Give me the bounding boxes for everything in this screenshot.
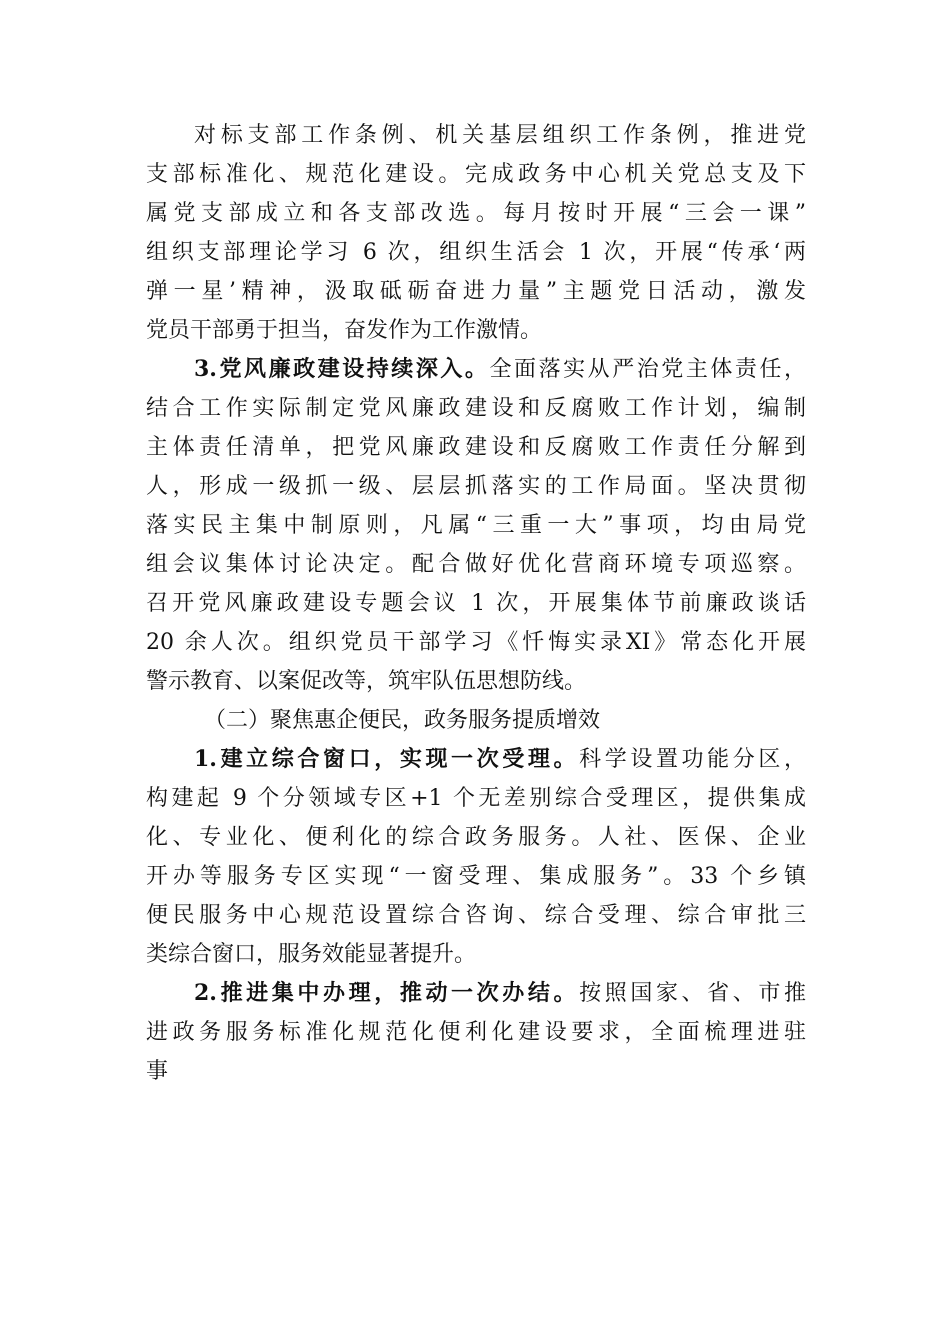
text-line: 20 余人次。组织党员干部学习《忏悔实录XI》常态化开展 [146,630,806,655]
text-line: 化、专业化、便利化的综合政务服务。人社、医保、企业 [146,825,806,850]
text-line: 进政务服务标准化规范化便利化建设要求，全面梳理进驻 [146,1020,806,1045]
text-line: 对标支部工作条例、机关基层组织工作条例，推进党 [194,123,806,148]
text-line: 便民服务中心规范设置综合咨询、综合受理、综合审批三 [146,903,806,928]
paragraph-anti-corruption [146,350,806,701]
text-line: 弹一星’精神，汲取砥砺奋进力量”主题党日活动，激发 [146,279,806,304]
text-line: 结合工作实际制定党风廉政建设和反腐败工作计划，编制 [146,396,806,421]
text-line: 警示教育、以案促改等，筑牢队伍思想防线。 [146,669,587,694]
paragraph-comprehensive-window [146,740,806,974]
paragraph-centralized-processing [146,974,806,1091]
text-line: 人，形成一级抓一级、层层抓落实的工作局面。坚决贯彻 [146,474,806,499]
text-line [146,740,806,779]
text-line: 组织支部理论学习 6 次，组织生活会 1 次，开展“传承‘两 [146,240,806,265]
text-line: 属党支部成立和各支部改选。每月按时开展“三会一课” [146,201,806,226]
text-line: 构建起 9 个分领域专区+1 个无差别综合受理区，提供集成 [146,786,806,811]
section-lead-heading: 2.推进集中办理，推动一次办结。 [194,980,580,1006]
section-lead-heading: 3.党风廉政建设持续深入。 [194,356,490,382]
text-span: 按照国家、省、市推 [579,981,806,1006]
paragraph-party-branch-standardization [146,116,806,350]
text-line: 党员干部勇于担当，奋发作为工作激情。 [146,318,543,343]
text-line: 主体责任清单，把党风廉政建设和反腐败工作责任分解到 [146,435,806,460]
section-lead-heading: 1.建立综合窗口，实现一次受理。 [194,746,580,772]
text-line: 落实民主集中制原则，凡属“三重一大”事项，均由局党 [146,513,806,538]
text-line [146,974,806,1013]
text-line: 开办等服务专区实现“一窗受理、集成服务”。33 个乡镇 [146,864,806,889]
text-line: 事 [146,1059,169,1084]
text-line: 组会议集体讨论决定。配合做好优化营商环境专项巡察。 [146,552,806,577]
text-line: 支部标准化、规范化建设。完成政务中心机关党总支及下 [146,162,806,187]
document-body [146,116,806,1091]
text-line: 召开党风廉政建设专题会议 1 次，开展集体节前廉政谈话 [146,591,806,616]
text-span: 科学设置功能分区， [579,747,806,772]
text-span: 全面落实从严治党主体责任， [489,357,806,382]
text-line: 类综合窗口，服务效能显著提升。 [146,942,477,967]
text-line [146,350,806,389]
section-heading: （二）聚焦惠企便民，政务服务提质增效 [204,708,601,733]
